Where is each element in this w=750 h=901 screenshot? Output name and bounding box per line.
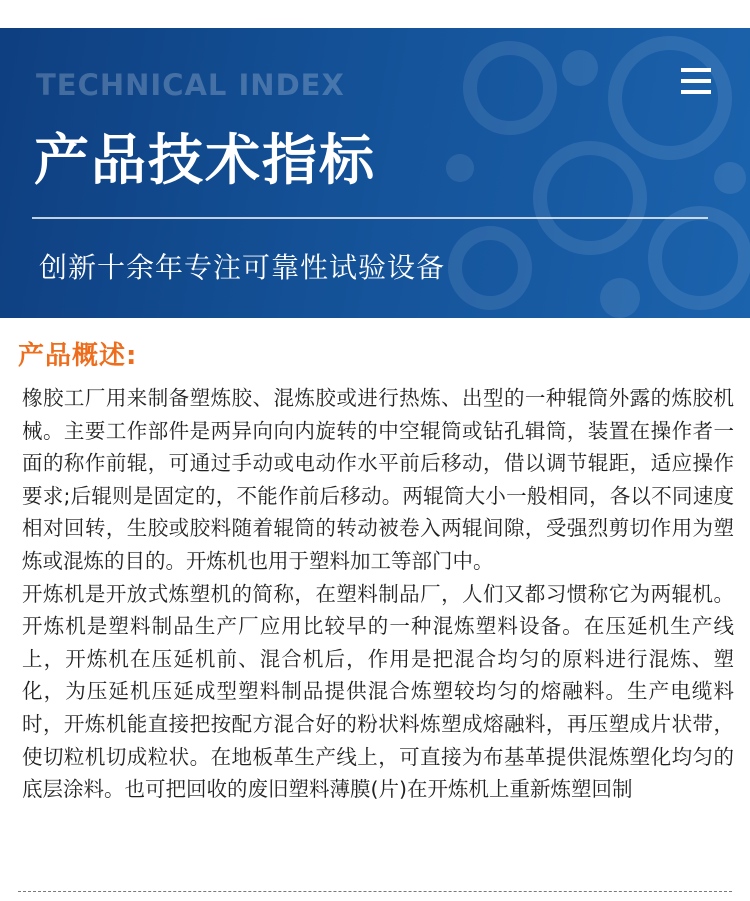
slogan-text: 创新十余年专注可靠性试验设备 [39,251,446,284]
menu-bar [681,79,711,83]
top-strip [0,0,750,28]
title-divider [32,217,708,219]
menu-bar [681,68,711,72]
overview-paragraph: 开炼机是开放式炼塑机的简称，在塑料制品厂，人们又都习惯称它为两辊机。开炼机是塑料制品生产厂应用比较早的一种混炼塑料设备。在压延机生产线上，开炼机在压延机前、混合机后，作用是把混合均匀的原料进行混炼、塑化，为压延机压延成型塑料制品提供混合炼塑较均匀的熔融料。生产电缆料时，开炼机能直接把按配方混合好的粉状料炼塑成熔融料，再压塑成片状带，使切粒机切成粒状。在地板革生产线上，可直接为布基革提供混炼塑化均匀的底层涂料。也可把回收的废旧塑料薄膜(片)在开炼机上重新炼塑回制 [22,581,734,802]
subtitle-english: TECHNICAL INDEX [36,68,345,102]
hamburger-menu-icon[interactable] [681,68,711,98]
page-title: 产品技术指标 [34,128,377,192]
header-banner [0,28,750,318]
menu-bar [681,90,711,94]
dashed-divider [18,891,732,892]
section-heading: 产品概述: [18,341,138,371]
overview-paragraph: 橡胶工厂用来制备塑炼胶、混炼胶或进行热炼、出型的一种辊筒外露的炼胶机械。主要工作部件是两异向向内旋转的中空辊筒或钻孔辑筒，装置在操作者一面的称作前辊，可通过手动或电动作水平前后移动，借以调节辊距，适应操作要求;后辊则是固定的，不能作前后移动。两辊筒大小一般相同，各以不同速度相对回转，生胶或胶料随着辊筒的转动被卷入两辊间隙，受强烈剪切作用为塑炼或混炼的目的。开炼机也用于塑料加工等部门中。 [22,386,734,573]
overview-content [22,382,734,806]
